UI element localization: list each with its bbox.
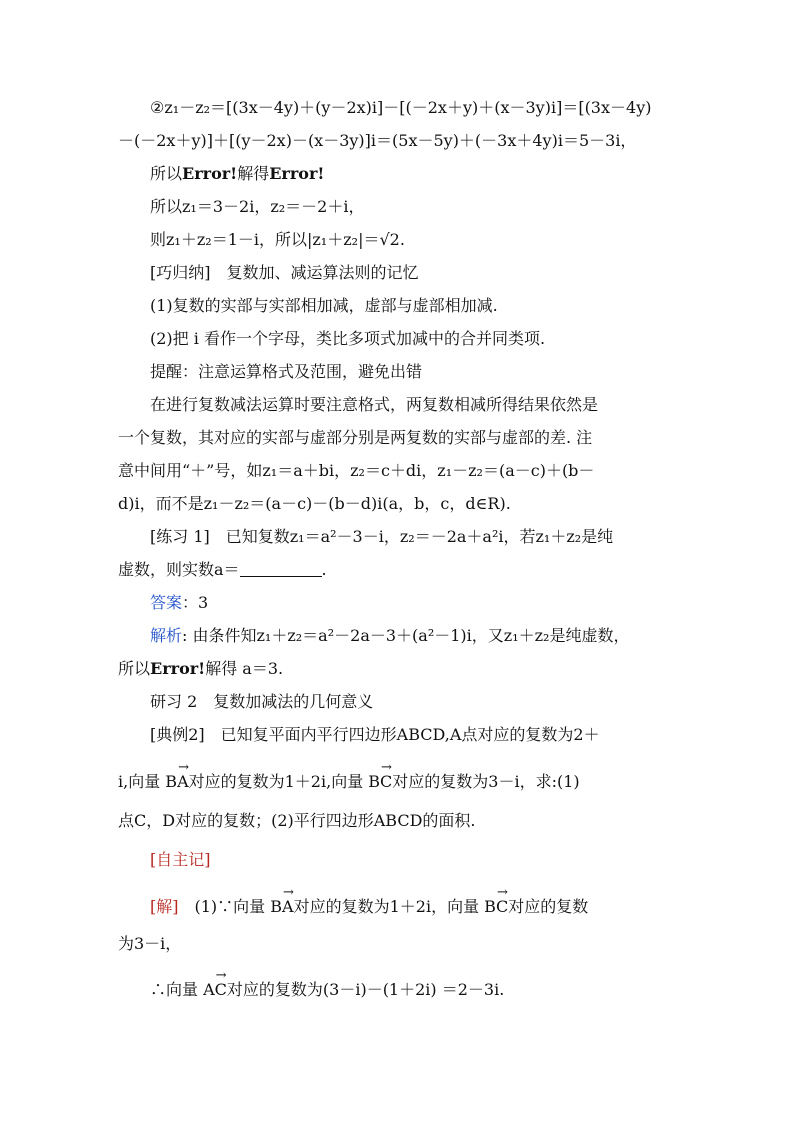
text-line: 点C，D对应的复数；(2)平行四边形ABCD的面积. xyxy=(118,811,476,830)
text-line: d)i，而不是z₁－z₂＝(a－c)－(b－d)i(a，b，c，d∈R). xyxy=(118,494,511,513)
text: 解得 xyxy=(237,164,270,183)
vector-label: B xyxy=(484,897,496,916)
section-heading: [巧归纳] 复数加、减运算法则的记忆 xyxy=(150,263,419,282)
solution-label: [解] xyxy=(150,897,179,916)
answer-blank xyxy=(240,560,322,577)
text-line: 在进行复数减法运算时要注意格式，两复数相减所得结果依然是 xyxy=(150,395,599,414)
text: 对应的复数 xyxy=(508,897,589,916)
text: 对应的复数为3－i，求:(1) xyxy=(392,772,580,791)
vector-label: A xyxy=(203,980,215,999)
analysis-label: 解析 xyxy=(150,626,183,645)
text: 虚数，则实数a＝ xyxy=(118,560,240,579)
text: 对应的复数为(3－i)－(1＋2i) ＝2－3i. xyxy=(226,980,505,999)
self-note-heading: [自主记] xyxy=(150,850,211,869)
text: : 由条件知z₁＋z₂＝a²－2a－3＋(a²－1)i，又z₁＋z₂是纯虚数， xyxy=(182,626,630,645)
vector-head: A xyxy=(177,772,189,791)
vector-symbol xyxy=(282,885,294,918)
arrow-icon: → xyxy=(381,760,392,775)
vector-symbol xyxy=(177,760,189,793)
analysis-line xyxy=(150,625,629,647)
answer-label: 答案 xyxy=(150,593,183,612)
error-text: Error! xyxy=(150,659,206,678)
text-line xyxy=(118,559,327,581)
vector-label: B xyxy=(165,772,178,791)
text: . xyxy=(321,560,327,579)
text: 所以 xyxy=(118,659,151,678)
vector-head: C xyxy=(495,897,509,916)
vector-label: B xyxy=(368,772,381,791)
error-text: Error! xyxy=(182,164,238,183)
example-line: [典例2] 已知复平面内平行四边形ABCD,A点对应的复数为2＋ xyxy=(150,725,600,744)
exercise-line: [练习 1] 已知复数z₁＝a²－3－i，z₂＝－2a＋a²i，若z₁＋z₂是纯 xyxy=(150,527,614,546)
text-line xyxy=(150,968,505,1001)
text-line: 则z₁＋z₂＝1－i，所以|z₁＋z₂|＝√2. xyxy=(150,230,405,249)
answer-line xyxy=(150,592,208,614)
vector-symbol xyxy=(214,968,227,1001)
text: i,向量 xyxy=(118,772,166,791)
text-line: (1)复数的实部与实部相加减，虚部与虚部相加减. xyxy=(150,296,498,315)
vector-symbol xyxy=(380,760,393,793)
text: 对应的复数为1＋2i,向量 xyxy=(188,772,369,791)
text-line: －(－2x＋y)]＋[(y－2x)－(x－3y)]i＝(5x－5y)＋(－3x＋4y)i＝5－3i， xyxy=(118,131,637,150)
section-heading: 研习 2 复数加减法的几何意义 xyxy=(150,692,374,711)
vector-head: C xyxy=(214,980,227,999)
text-line xyxy=(118,658,283,680)
text: ∴向量 xyxy=(150,980,204,999)
vector-symbol xyxy=(495,885,509,918)
text-line xyxy=(150,163,324,185)
text: 解得 a＝3. xyxy=(205,659,284,678)
vector-head: A xyxy=(282,897,294,916)
text-line: 一个复数，其对应的实部与虚部分别是两复数的实部与虚部的差. 注 xyxy=(118,428,593,447)
reminder-heading: 提醒：注意运算格式及范围，避免出错 xyxy=(150,362,423,381)
text: 对应的复数为1＋2i，向量 xyxy=(293,897,485,916)
arrow-icon: → xyxy=(215,968,227,983)
text-line: ②z₁－z₂＝[(3x－4y)＋(y－2x)i]－[(－2x＋y)＋(x－3y)i]＝[(3x－4y) xyxy=(150,98,652,117)
arrow-icon: → xyxy=(283,885,294,900)
text-line: 为3－i， xyxy=(118,934,182,953)
vector-head: C xyxy=(380,772,393,791)
arrow-icon: → xyxy=(496,885,508,900)
solution-line xyxy=(150,885,589,918)
error-text: Error! xyxy=(269,164,325,183)
text: (1)∵向量 xyxy=(178,897,271,916)
text: 所以 xyxy=(150,164,183,183)
text-line: 所以z₁＝3－2i，z₂＝－2＋i， xyxy=(150,197,365,216)
text-line: (2)把 i 看作一个字母，类比多项式加减中的合并同类项. xyxy=(150,329,546,348)
text-line: 意中间用“＋”号，如z₁＝a＋bi，z₂＝c＋di，z₁－z₂＝(a－c)＋(b－ xyxy=(118,461,595,480)
arrow-icon: → xyxy=(178,760,189,775)
text-line xyxy=(118,760,580,793)
vector-label: B xyxy=(270,897,283,916)
answer-value: ：3 xyxy=(182,593,209,612)
